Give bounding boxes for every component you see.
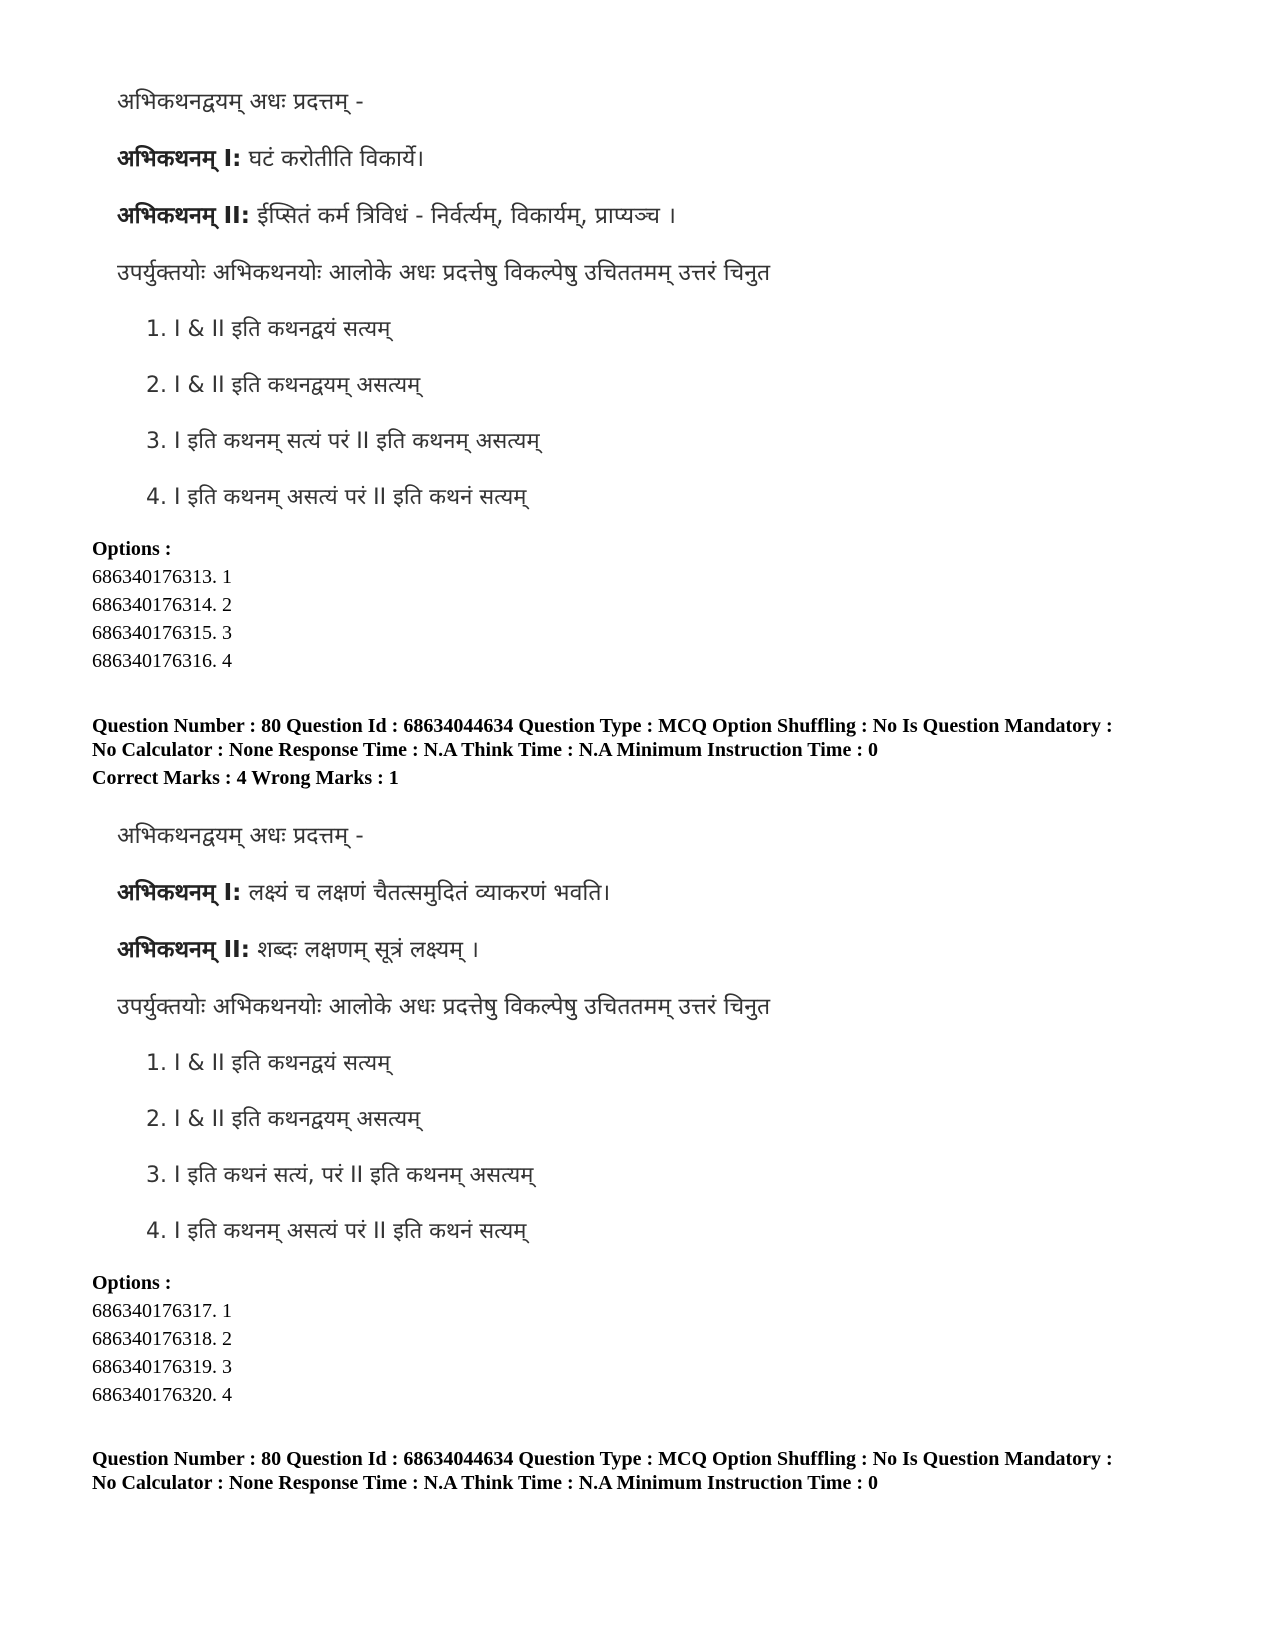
block1-statement2-text: ईप्सितं कर्म त्रिविधं - निर्वर्त्यम्, विकार्यम्, प्राप्यञ्च । [249, 203, 676, 229]
block2-statement2 [117, 932, 479, 964]
block1-option-4: 686340176316. 4 [92, 650, 232, 672]
block2-option-1: 686340176317. 1 [92, 1300, 232, 1322]
question3-meta-line1: Question Number : 80 Question Id : 68634044634 Question Type : MCQ Option Shuffling : No Is Question Mandatory : [92, 1448, 1113, 1470]
block2-options-label: Options : [92, 1272, 172, 1294]
block2-option-3: 686340176319. 3 [92, 1356, 232, 1378]
block1-statement1-text: घटं करोतीति विकार्ये। [241, 146, 425, 172]
block1-statement2 [117, 198, 676, 230]
block2-choice-3: 3. I इति कथनं सत्यं, परं II इति कथनम् असत्यम् [146, 1163, 534, 1188]
block1-choice-1: 1. I & II इति कथनद्वयं सत्यम् [146, 317, 391, 342]
block1-options-label: Options : [92, 538, 172, 560]
question2-meta [92, 714, 1252, 790]
block2-statement2-text: शब्दः लक्षणम् सूत्रं लक्ष्यम् । [249, 937, 479, 963]
block2-choice-1: 1. I & II इति कथनद्वयं सत्यम् [146, 1051, 391, 1076]
block1-instruction: उपर्युक्तयोः अभिकथनयोः आलोके अधः प्रदत्तेषु विकल्पेषु उचिततमम् उत्तरं चिनुत [117, 260, 771, 286]
block2-statement2-label: अभिकथनम् II: [117, 937, 250, 963]
question2-meta-line1: Question Number : 80 Question Id : 68634044634 Question Type : MCQ Option Shuffling : No Is Question Mandatory : [92, 715, 1113, 737]
block2-instruction: उपर्युक्तयोः अभिकथनयोः आलोके अधः प्रदत्तेषु विकल्पेषु उचिततमम् उत्तरं चिनुत [117, 994, 771, 1020]
block2-statement1 [117, 875, 610, 907]
block1-intro: अभिकथनद्वयम् अधः प्रदत्तम् - [117, 89, 364, 115]
block1-choice-4: 4. I इति कथनम् असत्यं परं II इति कथनं सत्यम् [146, 485, 527, 510]
block2-statement1-text: लक्ष्यं च लक्षणं चैतत्समुदितं व्याकरणं भवति। [241, 880, 611, 906]
block2-choice-4: 4. I इति कथनम् असत्यं परं II इति कथनं सत्यम् [146, 1219, 527, 1244]
block1-statement1 [117, 141, 424, 173]
block1-statement1-label: अभिकथनम् I: [117, 146, 242, 172]
block1-option-1: 686340176313. 1 [92, 566, 232, 588]
block1-choice-2: 2. I & II इति कथनद्वयम् असत्यम् [146, 373, 421, 398]
block2-intro: अभिकथनद्वयम् अधः प्रदत्तम् - [117, 823, 364, 849]
block2-option-4: 686340176320. 4 [92, 1384, 232, 1406]
block2-choice-2: 2. I & II इति कथनद्वयम् असत्यम् [146, 1107, 421, 1132]
block2-option-2: 686340176318. 2 [92, 1328, 232, 1350]
question3-meta [92, 1447, 1252, 1495]
question2-meta-line2: No Calculator : None Response Time : N.A Think Time : N.A Minimum Instruction Time : 0 [92, 739, 878, 761]
block1-option-3: 686340176315. 3 [92, 622, 232, 644]
block1-choice-3: 3. I इति कथनम् सत्यं परं II इति कथनम् असत्यम् [146, 429, 540, 454]
question2-marks: Correct Marks : 4 Wrong Marks : 1 [92, 767, 399, 789]
question3-meta-line2: No Calculator : None Response Time : N.A Think Time : N.A Minimum Instruction Time : 0 [92, 1472, 878, 1494]
block2-statement1-label: अभिकथनम् I: [117, 880, 242, 906]
block1-statement2-label: अभिकथनम् II: [117, 203, 250, 229]
block1-option-2: 686340176314. 2 [92, 594, 232, 616]
